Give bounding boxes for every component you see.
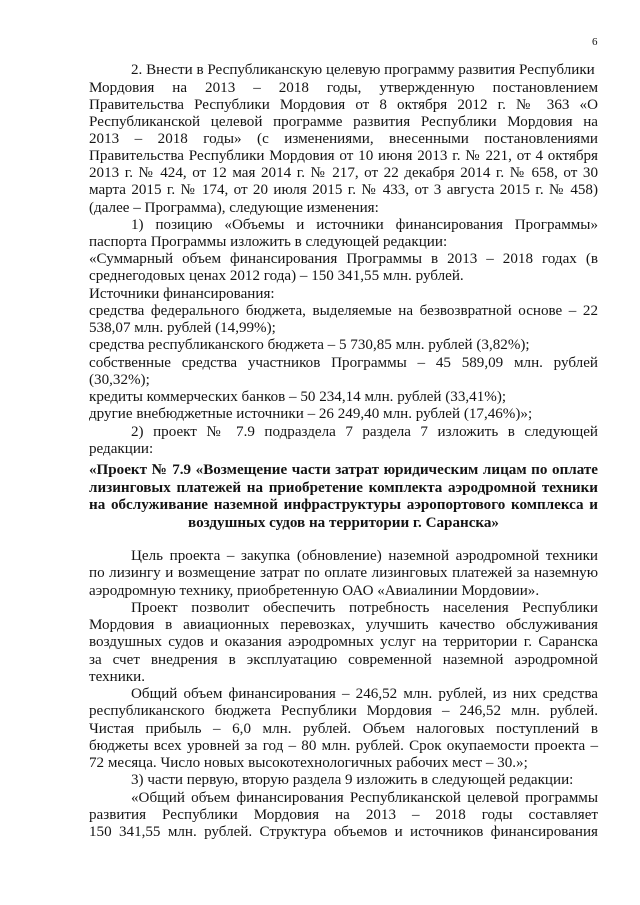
text-line: 2013 – 2018 годы» (с изменениями, внесенными постановлениями: [89, 131, 598, 147]
text-line: Цель проекта – закупка (обновление) наземной аэродромной техники: [131, 548, 598, 564]
text-line: Республиканской целевой программе развития Республики Мордовия на: [89, 114, 598, 130]
text-line: 1) позицию «Объемы и источники финансирования Программы»: [131, 217, 598, 233]
text-line: Мордовия в авиационных перевозках, улучшить качество обслуживания: [89, 617, 598, 633]
text-line: развития Республики Мордовия на 2013 – 2018 годы составляет: [89, 807, 598, 823]
project-heading-line: воздушных судов на территории г. Саранска»: [188, 515, 499, 531]
project-heading-line: «Проект № 7.9 «Возмещение части затрат юридическим лицам по оплате: [89, 462, 598, 478]
text-line: по лизингу и возмещение затрат по оплате лизинговых платежей за наземную: [89, 565, 598, 581]
text-line: 538,07 млн. рублей (14,99%);: [89, 320, 276, 336]
text-line: 72 месяца. Число новых высокотехнологичных рабочих мест – 30.»;: [89, 755, 528, 771]
text-line: Правительства Республики Мордовия от 10 июня 2013 г. № 221, от 4 октября: [89, 148, 598, 164]
text-line: (30,32%);: [89, 372, 150, 388]
text-line: бюджеты всех уровней за год – 80 млн. рублей. Срок окупаемости проекта –: [89, 738, 598, 754]
text-line: «Общий объем финансирования Республиканской целевой программы: [131, 790, 598, 806]
text-line: Источники финансирования:: [89, 286, 275, 302]
text-line: за счет внедрения в эксплуатацию современной наземной аэродромной: [89, 652, 598, 668]
text-line: «Суммарный объем финансирования Программы в 2013 – 2018 годах (в: [89, 251, 598, 267]
text-line: средства федерального бюджета, выделяемые на безвозвратной основе – 22: [89, 303, 598, 319]
text-line: паспорта Программы изложить в следующей редакции:: [89, 234, 448, 250]
text-line: кредиты коммерческих банков – 50 234,14 млн. рублей (33,41%);: [89, 389, 507, 405]
text-line: Чистая прибыль – 6,0 млн. рублей. Объем налоговых поступлений в: [89, 721, 598, 737]
page-number: 6: [592, 36, 598, 48]
text-line: 2013 г. № 424, от 12 мая 2014 г. № 217, от 22 декабря 2014 г. № 658, от 30: [89, 165, 598, 181]
text-line: (далее – Программа), следующие изменения:: [89, 200, 379, 216]
text-line: Общий объем финансирования – 246,52 млн. рублей, из них средства: [131, 686, 598, 702]
text-line: собственные средства участников Программы – 45 589,09 млн. рублей: [89, 355, 598, 371]
text-line: 2. Внести в Республиканскую целевую программу развития Республики: [131, 62, 595, 78]
text-line: другие внебюджетные источники – 26 249,40 млн. рублей (17,46%)»;: [89, 406, 533, 422]
text-line: марта 2015 г. № 174, от 20 июля 2015 г. № 433, от 3 августа 2015 г. № 458): [89, 182, 598, 198]
text-line: Правительства Республики Мордовия от 8 октября 2012 г. № 363 «О: [89, 97, 598, 113]
text-line: Проект позволит обеспечить потребность населения Республики: [131, 600, 598, 616]
project-heading-line: на обслуживание наземной инфраструктуры аэропортового комплекса и: [89, 497, 598, 513]
text-line: аэродромную технику, приобретенную ОАО «Авиалинии Мордовии».: [89, 583, 540, 599]
project-heading-line: лизинговых платежей на приобретение комплекта аэродромной техники: [89, 480, 598, 496]
text-line: Мордовия на 2013 – 2018 годы, утвержденную постановлением: [89, 80, 598, 96]
text-line: республиканского бюджета Республики Мордовия – 246,52 млн. рублей.: [89, 703, 598, 719]
text-line: 3) части первую, вторую раздела 9 изложить в следующей редакции:: [131, 772, 574, 788]
text-line: редакции:: [89, 441, 154, 457]
text-line: 150 341,55 млн. рублей. Структура объемов и источников финансирования: [89, 824, 598, 840]
text-line: средства республиканского бюджета – 5 730,85 млн. рублей (3,82%);: [89, 337, 530, 353]
text-line: среднегодовых ценах 2012 года) – 150 341,55 млн. рублей.: [89, 268, 464, 284]
text-line: 2) проект № 7.9 подраздела 7 раздела 7 изложить в следующей: [131, 424, 598, 440]
text-line: техники.: [89, 669, 145, 685]
text-line: воздушных судов и оказания аэродромных услуг на территории г. Саранска: [89, 634, 598, 650]
